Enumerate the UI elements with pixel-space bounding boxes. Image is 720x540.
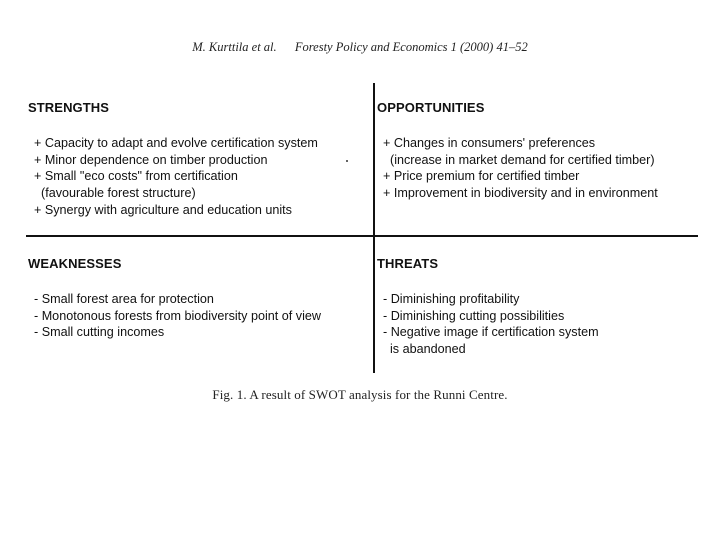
strengths-list (28, 135, 318, 219)
header-journal: Foresty Policy and Economics 1 (2000) 41–52 (294, 40, 528, 54)
strengths-title: STRENGTHS (28, 100, 110, 115)
weaknesses-item: - Small cutting incomes (34, 325, 165, 340)
opportunities-item: + Changes in consumers' preferences (383, 135, 596, 150)
weaknesses-item: - Small forest area for protection (34, 291, 214, 306)
strengths-item: + Minor dependence on timber production (34, 152, 268, 167)
threats-item: - Diminishing cutting possibilities (383, 308, 565, 323)
print-speck (346, 160, 348, 162)
opportunities-item: (increase in market demand for certified timber) (383, 152, 655, 167)
opportunities-title: OPPORTUNITIES (377, 100, 485, 115)
opportunities-quadrant (377, 100, 658, 202)
swot-horizontal-divider (26, 235, 698, 237)
strengths-item: (favourable forest structure) (34, 186, 196, 201)
header-authors: M. Kurttila et al. (192, 40, 277, 54)
threats-item: - Diminishing profitability (383, 291, 520, 306)
threats-quadrant (377, 256, 599, 358)
threats-title: THREATS (377, 256, 439, 271)
swot-vertical-divider (373, 83, 375, 373)
opportunities-item: + Improvement in biodiversity and in environment (383, 186, 658, 201)
strengths-item: + Synergy with agriculture and education units (34, 202, 292, 217)
figure-caption: Fig. 1. A result of SWOT analysis for the Runni Centre. (212, 387, 508, 402)
strengths-quadrant (28, 100, 318, 219)
threats-item: is abandoned (383, 342, 466, 357)
weaknesses-title: WEAKNESSES (28, 256, 122, 271)
weaknesses-item: - Monotonous forests from biodiversity point of view (34, 308, 321, 323)
threats-item: - Negative image if certification system (383, 325, 599, 340)
weaknesses-quadrant (28, 256, 321, 341)
running-header (0, 40, 720, 55)
threats-list (377, 291, 599, 358)
opportunities-list (377, 135, 658, 202)
strengths-item: + Capacity to adapt and evolve certification system (34, 135, 318, 150)
opportunities-item: + Price premium for certified timber (383, 169, 580, 184)
weaknesses-list (28, 291, 321, 341)
strengths-item: + Small "eco costs" from certification (34, 169, 238, 184)
